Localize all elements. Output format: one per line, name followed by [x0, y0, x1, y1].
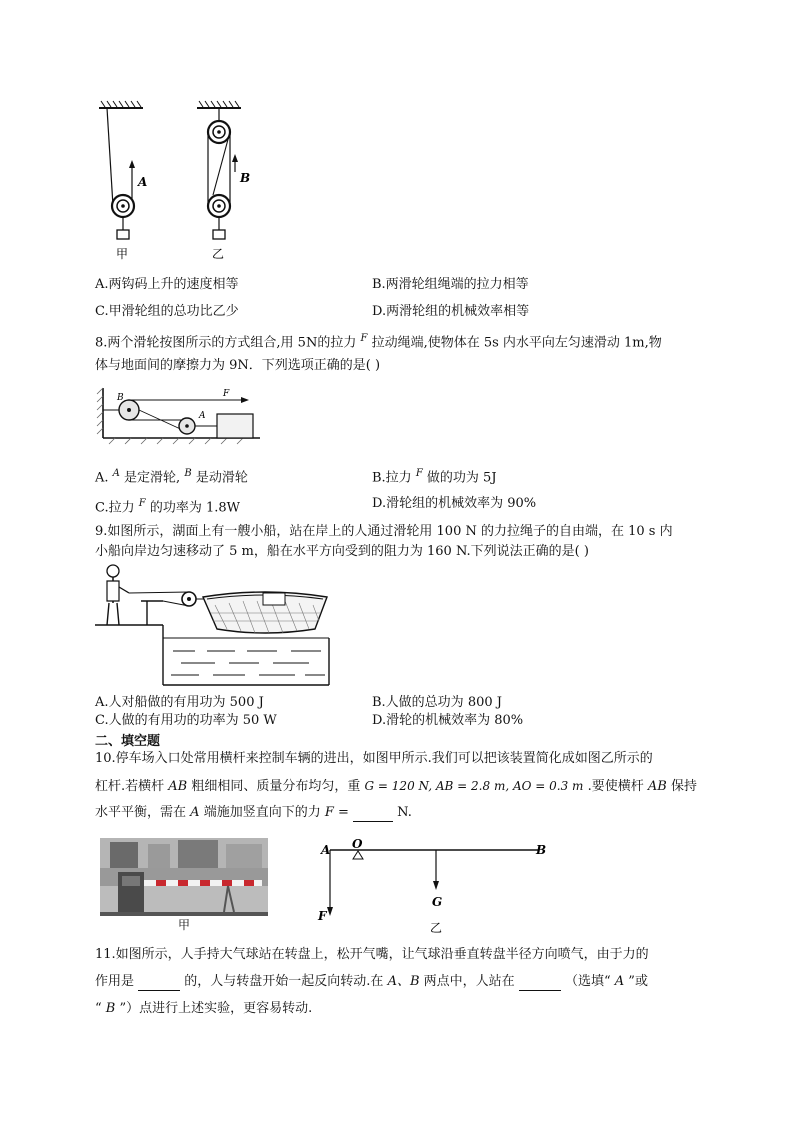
q9-stem-line1: 9.如图所示，湖面上有一艘小船，站在岸上的人通过滑轮用 100 N 的力拉绳子的自由端，在 10 s 内 — [95, 524, 673, 539]
q9-option-a: A.人对船做的有用功为 500 J — [95, 695, 264, 710]
q8-opt-b-var: F — [415, 468, 423, 479]
q9-option-d: D.滑轮的机械效率为 80% — [372, 713, 524, 728]
q10-line2-ab: AB — [168, 779, 188, 794]
q11-answer-blank-2[interactable] — [519, 976, 561, 991]
q8-opt-c-var: F — [138, 498, 146, 509]
q8-stem-part2: 拉动绳端,使物体在 5s 内水平向左匀速滑动 1m,物 — [371, 335, 662, 351]
pulley-figure-q7 — [95, 98, 260, 263]
label-g-lever — [432, 895, 442, 909]
label-a-fig8 — [198, 411, 206, 421]
q11-line1: 11.如图所示，人手持大气球站在转盘上，松开气嘴，让气球沿垂直转盘半径方向喷气，由于力的 — [95, 947, 649, 962]
q11-line3-quote: “ — [95, 1001, 102, 1016]
label-a-fig7 — [137, 175, 147, 189]
label-b-fig8 — [116, 393, 124, 403]
q10-line2-ab2: AB — [647, 779, 667, 794]
q11-line3-part2: ”）点进行上述实验，更容易转动. — [119, 1001, 313, 1016]
pulley-figure-q8 — [95, 386, 265, 446]
caption-yi-fig7 — [212, 247, 224, 261]
parking-barrier-photo — [100, 838, 268, 920]
svg-text:A: A — [199, 411, 206, 421]
q8-option-d: D.滑轮组的机械效率为 90% — [372, 496, 537, 511]
q8-opt-a-var1: A — [112, 468, 120, 479]
label-f-fig8 — [222, 389, 230, 399]
q10-line3-unit: N. — [397, 805, 412, 820]
svg-text:乙: 乙 — [212, 247, 225, 261]
q8-option-a — [95, 465, 248, 487]
svg-text:B: B — [117, 393, 124, 403]
q7-option-a: A.两钩码上升的速度相等 — [95, 277, 239, 292]
svg-text:G: G — [432, 895, 443, 909]
q8-option-b — [372, 465, 497, 487]
label-o-lever — [352, 838, 363, 851]
q10-answer-blank[interactable] — [353, 807, 393, 822]
q8-opt-a-suffix: 是动滑轮 — [195, 470, 248, 486]
q7-option-c: C.甲滑轮组的总功比乙少 — [95, 304, 239, 319]
q8-opt-a-mid: 是定滑轮, — [124, 470, 181, 486]
q8-stem-line1 — [95, 330, 662, 352]
svg-text:A: A — [138, 175, 148, 189]
q8-opt-b-suffix: 做的功为 5J — [426, 470, 497, 486]
q10-line2-part2: 粗细相同、质量分布均匀，重 — [191, 779, 361, 794]
q11-line3 — [95, 1000, 312, 1018]
q7-option-b: B.两滑轮组绳端的拉力相等 — [372, 277, 529, 292]
q11-line2 — [95, 973, 648, 991]
q8-opt-b-prefix: B.拉力 — [372, 470, 412, 486]
q10-line2-given-values: G = 120 N, AB = 2.8 m, AO = 0.3 m — [364, 779, 584, 793]
svg-text:A: A — [321, 843, 331, 857]
q8-stem-part1: 8.两个滑轮按图所示的方式组合,用 5N的拉力 — [95, 335, 357, 351]
svg-text:B: B — [536, 843, 547, 857]
caption-jia-fig10: 甲 — [178, 918, 191, 932]
boat-figure-q9 — [95, 563, 335, 688]
q8-stem-var-f: F — [360, 333, 368, 344]
label-b-fig7 — [239, 171, 250, 185]
q10-line3-f: F = — [324, 805, 349, 820]
q9-option-b: B.人做的总功为 800 J — [372, 695, 502, 710]
q10-line3-part2: 端施加竖直向下的力 — [203, 805, 321, 820]
q11-line2-part5: ”或 — [628, 974, 648, 989]
caption-jia-fig7 — [116, 247, 128, 261]
q8-option-c — [95, 495, 240, 517]
q10-line3-part1: 水平平衡，需在 — [95, 805, 187, 820]
q11-line2-option-a: A — [614, 974, 625, 989]
q11-answer-blank-1[interactable] — [138, 976, 180, 991]
q10-line2-part4: 保持 — [670, 779, 697, 794]
q10-line1: 10.停车场入口处常用横杆来控制车辆的进出，如图甲所示.我们可以把该装置简化成如图乙所示的 — [95, 751, 653, 766]
q8-opt-c-prefix: C.拉力 — [95, 500, 135, 516]
svg-text:O: O — [352, 838, 363, 851]
q9-option-c: C.人做的有用功的功率为 50 W — [95, 713, 277, 728]
q10-line2-part3: .要使横杆 — [587, 779, 644, 794]
label-f-lever — [317, 909, 328, 923]
caption-yi-lever — [430, 921, 442, 935]
lever-diagram-q10 — [312, 838, 552, 936]
svg-text:乙: 乙 — [430, 921, 443, 935]
q11-line3-option-b: B — [105, 1001, 116, 1016]
svg-text:B: B — [240, 171, 251, 185]
q11-line2-part2: 的，人与转盘开始一起反向转动.在 — [184, 974, 384, 989]
q8-stem-line2: 体与地面间的摩擦力为 9N．下列选项正确的是( ) — [95, 358, 381, 373]
q7-option-d: D.两滑轮组的机械效率相等 — [372, 304, 530, 319]
q8-opt-c-suffix: 的功率为 1.8W — [149, 500, 241, 516]
section-title-fill-in: 二、填空题 — [95, 734, 161, 749]
q11-line2-part1: 作用是 — [95, 974, 135, 989]
q8-opt-a-var2: B — [184, 468, 192, 479]
q11-line2-part4: （选填“ — [564, 974, 611, 989]
q11-line2-points: A、B — [387, 974, 420, 989]
q10-line2 — [95, 777, 697, 796]
svg-text:F: F — [223, 389, 230, 399]
label-a-lever — [320, 843, 330, 857]
q9-stem-line2: 小船向岸边匀速移动了 5 m，船在水平方向受到的阻力为 160 N.下列说法正确的是( ) — [95, 544, 589, 559]
q8-opt-a-prefix: A. — [95, 470, 109, 486]
label-b-lever — [535, 843, 546, 857]
svg-text:甲: 甲 — [116, 247, 129, 261]
q10-line2-part1: 杠杆.若横杆 — [95, 779, 165, 794]
q10-line3-a: A — [190, 805, 200, 820]
q11-line2-part3: 两点中，人站在 — [423, 974, 515, 989]
svg-text:F: F — [318, 909, 327, 923]
q10-line3 — [95, 804, 412, 822]
